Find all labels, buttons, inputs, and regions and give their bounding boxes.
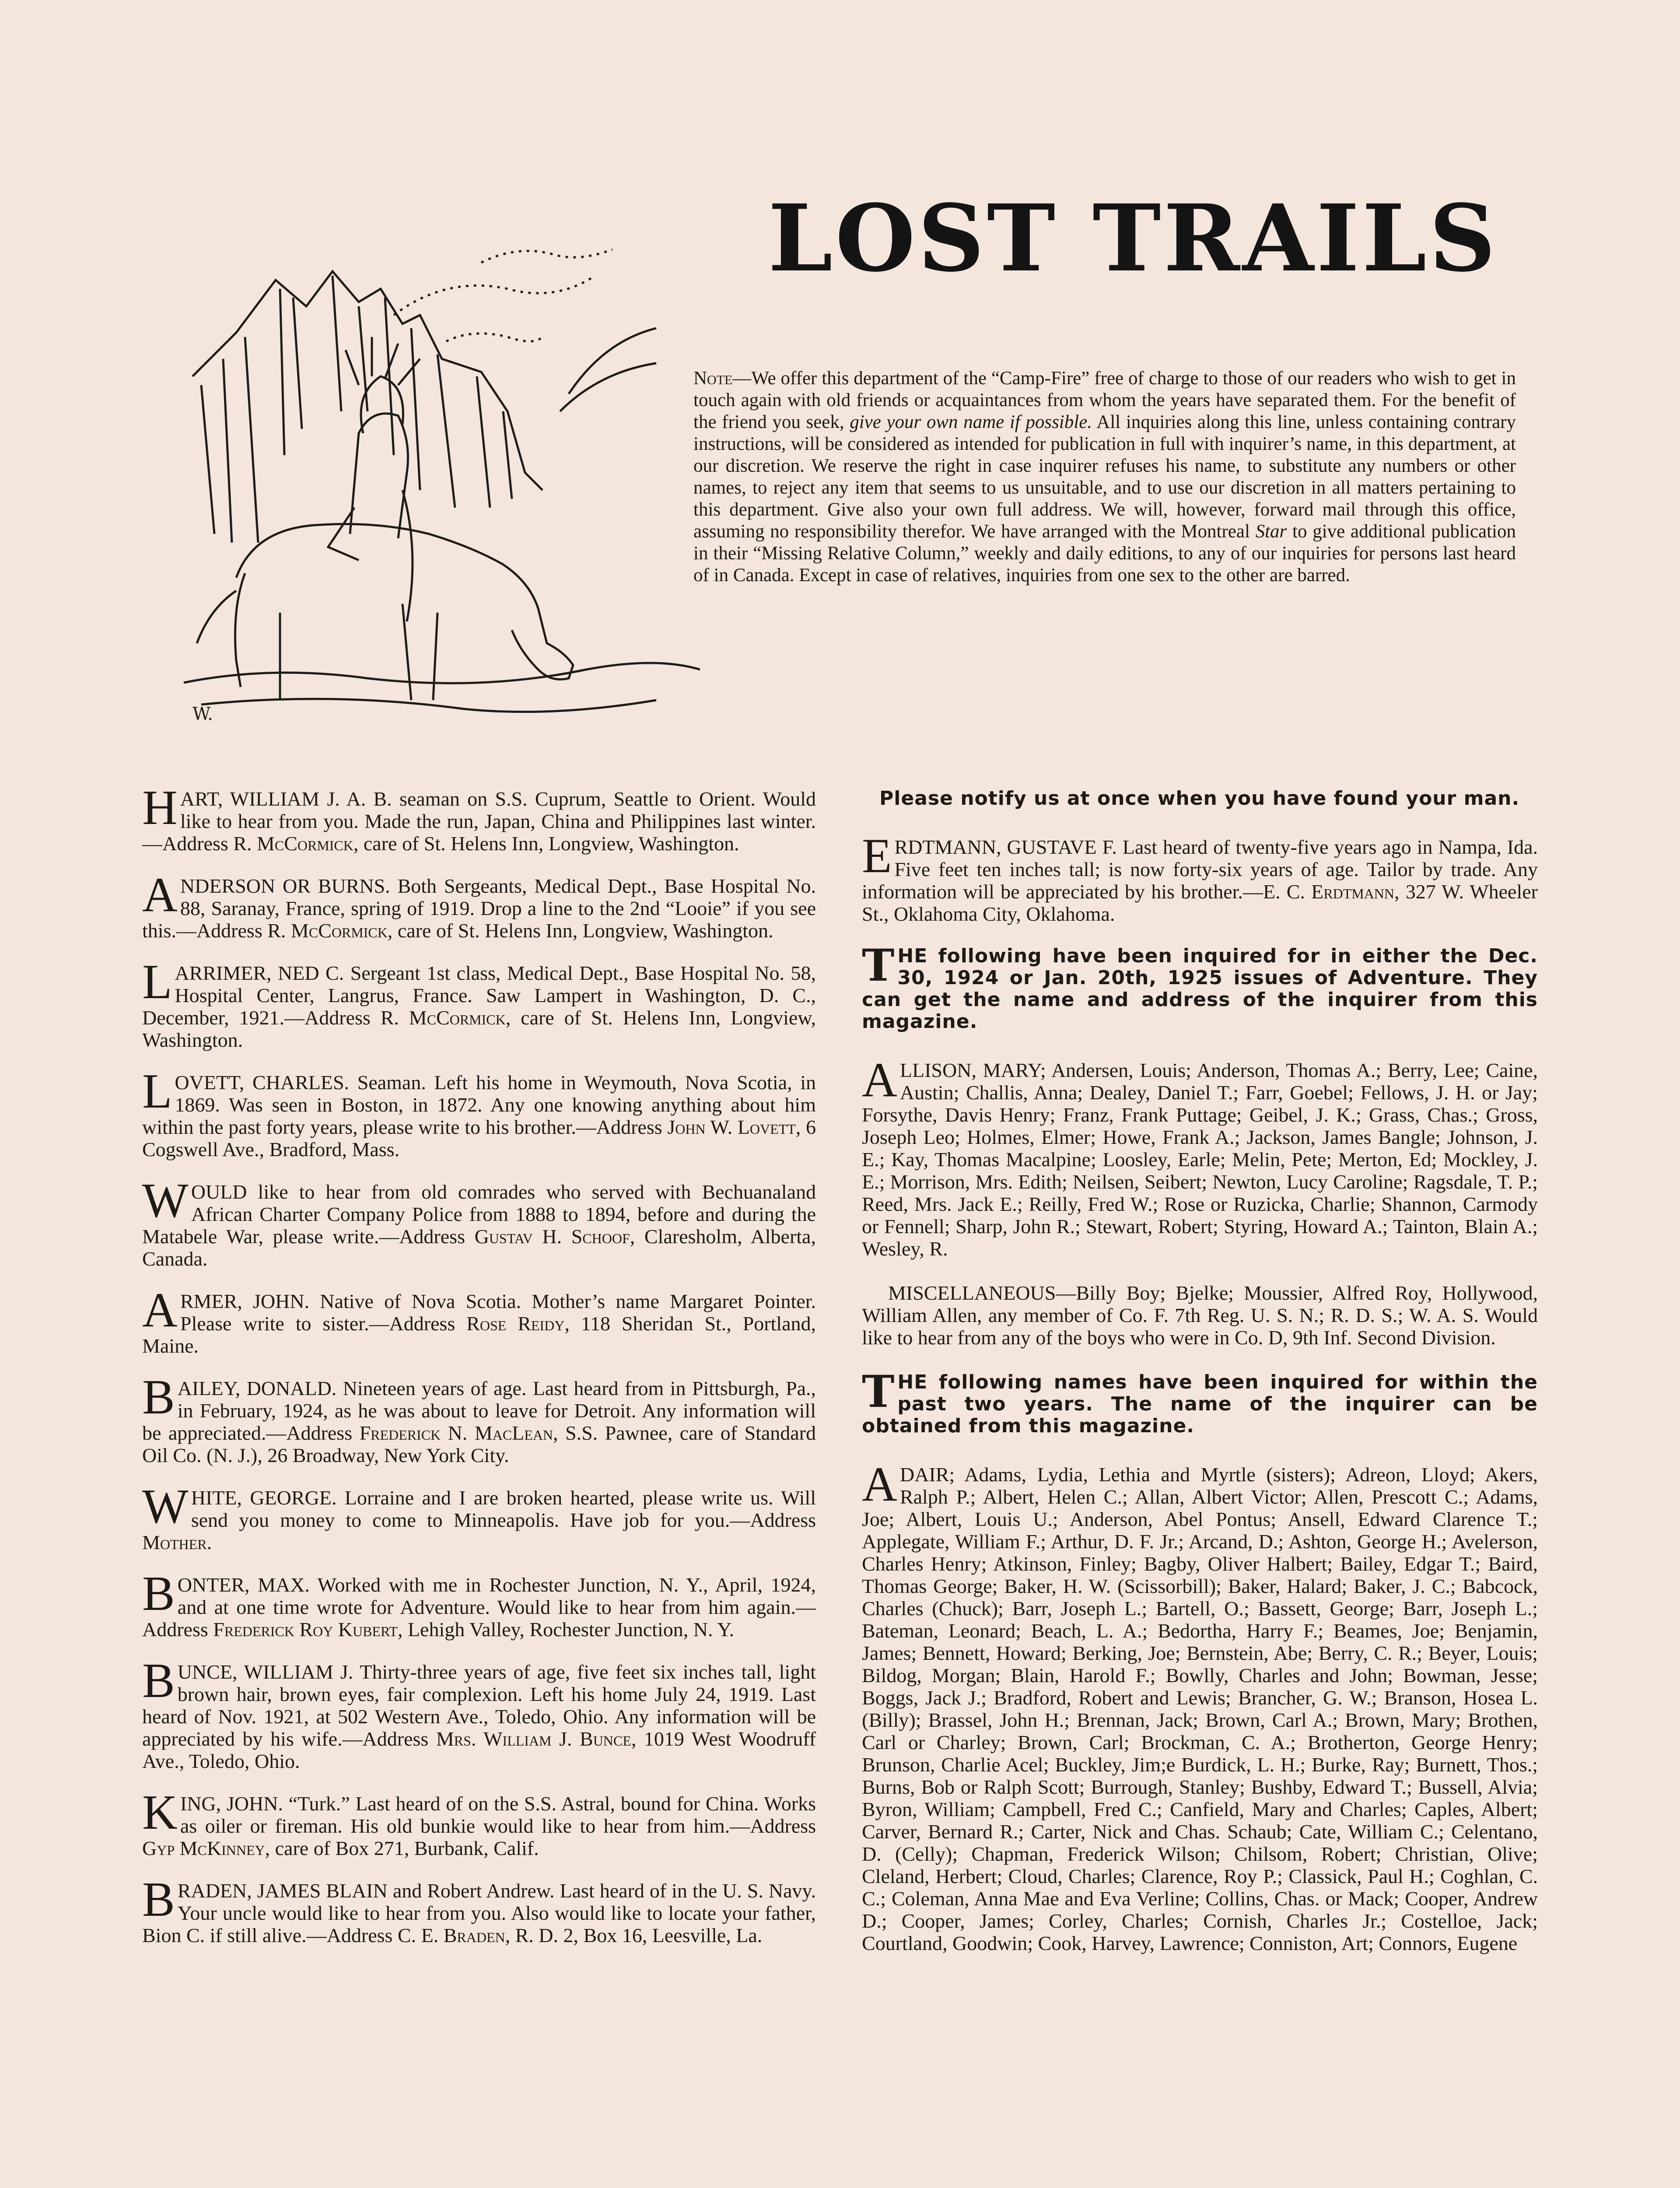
inquiry-entry bbox=[142, 1064, 816, 1161]
entry-address: , Claresholm, Alberta, Canada. bbox=[142, 1225, 816, 1270]
entry-addressee: R. McCormick bbox=[267, 919, 388, 942]
inquiry-entry bbox=[142, 1174, 816, 1270]
entry-address: , 6 Cogswell Ave., Bradford, Mass. bbox=[142, 1116, 816, 1161]
entry-name: ARRIMER, NED C. bbox=[175, 962, 344, 984]
inquired-notice-two-years bbox=[862, 1366, 1538, 1437]
entry-address: , care of St. Helens Inn, Longview, Washington. bbox=[387, 919, 774, 942]
entry-name: UNCE, WILLIAM J. bbox=[177, 1661, 354, 1683]
inquiry-entry bbox=[142, 868, 816, 942]
entry-address: , care of St. Helens Inn, Longview, Washington. bbox=[353, 832, 739, 855]
note-text-c: to give additional publication in their “Missing Relative Column,” weekly and daily editions, to any of our inquiries for persons last heard of in Canada. Except in case of relatives, inquiries from one sex to the other are barred. bbox=[693, 521, 1516, 586]
entry-name: AILEY, DONALD. bbox=[177, 1377, 337, 1399]
drop-cap: T bbox=[862, 940, 895, 991]
inquiry-entry bbox=[142, 1370, 816, 1466]
entry-name: ART, WILLIAM J. bbox=[180, 788, 340, 810]
entry-body: and Robert Andrew. Last heard of in the U. S. Navy. Your uncle would like to hear from you. Also would like to locate your father, Bion C. if still alive.—Address bbox=[142, 1879, 816, 1946]
entry-addressee: Gyp McKinney bbox=[142, 1837, 265, 1859]
drop-cap: E bbox=[862, 829, 892, 883]
entry-body: Worked with me in Rochester Junction, N. Y., April, 1924, and at one time wrote for Adventure. Would like to hear from him again.—Address bbox=[142, 1574, 816, 1641]
inquiry-entry bbox=[142, 1567, 816, 1641]
notice-text: HE following have been inquired for in either the Dec. 30, 1924 or Jan. 20th, 1925 issues of Adventure. They can get the name and address of the inquirer from this magazine. bbox=[862, 945, 1538, 1033]
entry-body: Both Sergeants, Medical Dept., Base Hospital No. 88, Saranay, France, spring of 1919. Drop a line to the 2nd “Looie” if you see this.—Address bbox=[142, 875, 816, 942]
entry-address: . bbox=[206, 1531, 212, 1553]
entry-name: ONTER, MAX. bbox=[177, 1574, 310, 1596]
drop-cap: B bbox=[142, 1872, 175, 1927]
name-list-text: DAIR; Adams, Lydia, Lethia and Myrtle (sisters); Adreon, Lloyd; Akers, Ralph P.; Albert, Helen C.; Allan, Albert Victor; Allen, Prescott C.; Adams, Joe; Albert, Louis U.; Anderson, Abel Pontus; Ansell, Edward Clarence T.; Applegate, William F.; Arthur, D. F. Jr.; Arcand, D.; Ashton, George H.; Avelerson, Charles Henry; Atkinson, Finley; Bagby, Oliver Halbert; Bailey, Edgar T.; Baird, Thomas George; Baker, H. W. (Scissorbill); Baker, Halard; Baker, J. C.; Babcock, Charles (Chuck); Barr, Joseph L.; Bartell, O.; Bassett, George; Barr, Joseph L.; Bateman, Leonard; Beach, L. A.; Bedortha, Harry F.; Beames, Joe; Benjamin, James; Bennett, Howard; Berking, Joe; Bernstein, Abe; Berry, C. R.; Beyer, Louis; Bildog, Morgan; Blain, Harold F.; Bowlly, Charles and John; Bowman, Jesse; Boggs, Jack J.; Bradford, Robert and Lewis; Brancher, G. W.; Branson, Hosea L. (Billy); Brassel, John H.; Brennan, Jack; Brown, Carl A.; Brown, Mary; Brothen, Carl or Charley; Brown, Carl; Brockman, C. A.; Brotherton, George Henry; Brunson, Charlie Acel; Buckley, Jim;e Burdick, L. H.; Burke, Ray; Burnett, Thos.; Burns, Bob or Ralph Scott; Burrough, Stanley; Bushby, Edward T.; Bussell, Alvia; Byron, William; Campbell, Fred C.; Canfield, Mary and Charles; Caples, Albert; Carver, Bernard R.; Carter, Nick and Chas. Schaub; Cate, William C.; Celentano, D. (Celly); Chapman, Frederick Wilson; Chilsom, Robert; Christian, Olive; Cleland, Herbert; Cloud, Charles; Clarence, Roy P.; Classick, Paul H.; Coghlan, C. C.; Coleman, Anna Mae and Eva Verline; Collins, Chas. or Mack; Cooper, Andrew D.; Cooper, James; Corley, Charles; Cornish, Charles Jr.; Costelloe, Jack; Courtland, Goodwin; Cook, Harvey, Lawrence; Conniston, Art; Connors, Eugene bbox=[862, 1463, 1538, 1954]
note-text-b: All inquiries along this line, unless containing contrary instructions, will be considered as intended for publication in full with inquirer’s name, in this department, at our discretion. We reserve the right in case inquirer refuses his name, to substitute any numbers or other names, to reject any item that seems to us unsuitable, and to use our discretion in all matters pertaining to this department. Give also your own full address. We will, however, forward mail through this office, assuming no responsibility therefor. We have arranged with the Montreal bbox=[693, 412, 1516, 542]
drop-cap: A bbox=[862, 1053, 897, 1107]
notice-text: HE following names have been inquired for within the past two years. The name of the inquirer can be obtained from this magazine. bbox=[862, 1371, 1538, 1437]
drop-cap: A bbox=[862, 1457, 897, 1511]
page-title: LOST TRAILS bbox=[768, 184, 1498, 292]
inquiry-entry bbox=[142, 955, 816, 1051]
drop-cap: A bbox=[142, 868, 178, 922]
editorial-note bbox=[693, 368, 1516, 586]
name-list-recent bbox=[862, 1053, 1538, 1260]
entry-body: Thirty-three years of age, five feet six inches tall, light brown hair, brown eyes, fair complexion. Left his home July 24, 1919. Last heard of Nov. 1921, at 502 Western Ave., Toledo, Ohio. Any information will be appreciated by his wife.—Address bbox=[142, 1661, 816, 1750]
drop-cap: W bbox=[142, 1480, 189, 1534]
notify-notice: Please notify us at once when you have found your man. bbox=[879, 787, 1520, 810]
name-list-text: LLISON, MARY; Andersen, Louis; Anderson, Thomas A.; Berry, Lee; Caine, Austin; Challis, Anna; Dealey, Daniel T.; Farr, Goebel; Fellows, J. H. or Jay; Forsythe, Davis Henry; Franz, Frank Puttage; Geibel, J. K.; Grass, Chas.; Gross, Joseph Leo; Holmes, Elmer; Howe, Frank A.; Jackson, James Bangle; Johnson, J. E.; Kay, Thomas Macalpine; Loosley, Earle; Melin, Pete; Merton, Ed; Mockley, J. E.; Morrison, Mrs. Edith; Neilsen, Seibert; Newton, Lucy Caroline; Ragsdale, T. P.; Reed, Mrs. Jack E.; Reilly, Fred W.; Rose or Ruzicka, Charlie; Shannon, Carmody or Fennell; Sharp, John R.; Stewart, Robert; Styring, Howard A.; Tainton, Blain A.; Wesley, R. bbox=[862, 1059, 1538, 1260]
inquiry-entry bbox=[142, 1872, 816, 1946]
entry-name: NDERSON OR BURNS. bbox=[180, 875, 390, 897]
inquiry-entry bbox=[142, 1283, 816, 1357]
entry-addressee: Gustav H. Schoof bbox=[474, 1225, 630, 1248]
entry-name: OVETT, CHARLES. bbox=[175, 1071, 350, 1094]
entry-addressee: R. McCormick bbox=[380, 1006, 506, 1029]
entry-addressee: E. C. Erdtmann bbox=[1263, 880, 1395, 903]
name-list-two-years bbox=[862, 1457, 1538, 1954]
entry-name: RADEN, JAMES BLAIN bbox=[177, 1879, 388, 1902]
entry-addressee: John W. Lovett bbox=[667, 1116, 796, 1138]
inquiry-entry bbox=[142, 1654, 816, 1772]
entry-address: , S.S. Pawnee, care of Standard Oil Co. (N. J.), 26 Broadway, New York City. bbox=[142, 1422, 816, 1466]
entry-body: “Turk.” Last heard of on the S.S. Astral, bound for China. Works as oiler or fireman. His old bunkie would like to hear from him.—Address bbox=[180, 1792, 816, 1837]
inquiry-entry bbox=[862, 829, 1538, 925]
entry-name: OULD bbox=[191, 1181, 247, 1203]
entry-body: Lorraine and I are broken hearted, please write us. Will send you money to come to Minneapolis. Have job for you.—Address bbox=[191, 1487, 816, 1531]
entry-body: like to hear from old comrades who served with Bechuanaland African Charter Company Police from 1888 to 1894, before and during the Matabele War, please write.—Address bbox=[142, 1181, 816, 1248]
entry-address: , 327 W. Wheeler St., Oklahoma City, Oklahoma. bbox=[862, 880, 1538, 925]
drop-cap: W bbox=[142, 1174, 189, 1228]
entry-body: Sergeant 1st class, Medical Dept., Base Hospital No. 58, Hospital Center, Langrus, France. Saw Lampert in Washington, D. C., December, 1921.—Address bbox=[142, 962, 816, 1029]
note-lead: Note bbox=[693, 368, 733, 389]
entry-body: A. B. seaman on S.S. Cuprum, Seattle to Orient. Would like to hear from you. Made the run, Japan, China and Philippines last winter.—Address bbox=[142, 788, 816, 855]
drop-cap: A bbox=[142, 1283, 178, 1337]
entry-body: Seaman. Left his home in Weymouth, Nova Scotia, in 1869. Was seen in Boston, in 1872. Any one knowing anything about him within the past forty years, please write to his brother.—Address bbox=[142, 1071, 816, 1138]
drop-cap: B bbox=[142, 1567, 175, 1621]
note-star: Star bbox=[1255, 521, 1287, 542]
entry-addressee: Frederick Roy Kubert bbox=[213, 1618, 398, 1641]
entry-name: RMER, JOHN. bbox=[180, 1290, 310, 1312]
note-emphasis: give your own name if possible. bbox=[850, 412, 1092, 432]
entry-body: Native of Nova Scotia. Mother’s name Margaret Pointer. Please write to sister.—Address bbox=[180, 1290, 816, 1335]
inquiry-entry bbox=[142, 1785, 816, 1859]
right-column bbox=[862, 788, 1538, 1976]
entry-addressee: Mrs. William J. Bunce bbox=[436, 1728, 631, 1750]
entry-addressee: Frederick N. MacLean bbox=[359, 1422, 553, 1444]
inquiry-entry bbox=[142, 781, 816, 855]
drop-cap: B bbox=[142, 1370, 175, 1424]
inquiry-entry bbox=[142, 1480, 816, 1553]
entry-addressee: Rose Reidy bbox=[466, 1312, 565, 1335]
entry-addressee: Mother bbox=[142, 1531, 207, 1553]
entry-name: ING, JOHN. bbox=[180, 1792, 283, 1815]
artist-signature: W. bbox=[192, 704, 213, 724]
entry-addressee: C. E. Braden bbox=[397, 1924, 505, 1946]
rider-on-horse-illustration bbox=[175, 228, 700, 726]
drop-cap: B bbox=[142, 1654, 175, 1708]
entry-address: , care of St. Helens Inn, Longview, Washington. bbox=[142, 1006, 816, 1051]
drop-cap: H bbox=[142, 781, 178, 835]
note-text-a: —We offer this department of the “Camp-Fire” free of charge to those of our readers who wish to get in touch again with old friends or acquaintances from whom the years have separated them. For the benefit of the friend you seek, bbox=[693, 368, 1516, 432]
drop-cap: T bbox=[862, 1366, 895, 1417]
entry-address: , R. D. 2, Box 16, Leesville, La. bbox=[505, 1924, 763, 1946]
entry-address: , 118 Sheridan St., Portland, Maine. bbox=[142, 1312, 816, 1357]
entry-address: , 1019 West Woodruff Ave., Toledo, Ohio. bbox=[142, 1728, 816, 1772]
entry-address: , care of Box 271, Burbank, Calif. bbox=[265, 1837, 539, 1859]
entry-body: Nineteen years of age. Last heard from in Pittsburgh, Pa., in February, 1924, as he was about to leave for Detroit. Any information will be appreciated.—Address bbox=[142, 1377, 816, 1444]
entry-body: Last heard of twenty-five years ago in Nampa, Ida. Five feet ten inches tall; is now forty-six years of age. Tailor by trade. Any information will be appreciated by his brother.— bbox=[862, 836, 1538, 903]
left-column bbox=[142, 781, 816, 1967]
inquired-notice-recent bbox=[862, 940, 1538, 1033]
drop-cap: L bbox=[142, 955, 172, 1009]
drop-cap: K bbox=[142, 1785, 178, 1840]
drop-cap: L bbox=[142, 1064, 172, 1119]
entry-addressee: R. McCormick bbox=[233, 832, 354, 855]
miscellaneous-list: MISCELLANEOUS—Billy Boy; Bjelke; Moussier, Alfred Roy, Hollywood, William Allen, any member of Co. F. 7th Reg. U. S. N.; R. D. S.; W. A. S. Would like to hear from any of the boys who were in Co. D, 9th Inf. Second Division. bbox=[862, 1282, 1538, 1349]
entry-name: RDTMANN, GUSTAVE F. bbox=[894, 836, 1117, 858]
entry-address: , Lehigh Valley, Rochester Junction, N. Y. bbox=[397, 1618, 735, 1641]
entry-name: HITE, GEORGE. bbox=[191, 1487, 337, 1509]
